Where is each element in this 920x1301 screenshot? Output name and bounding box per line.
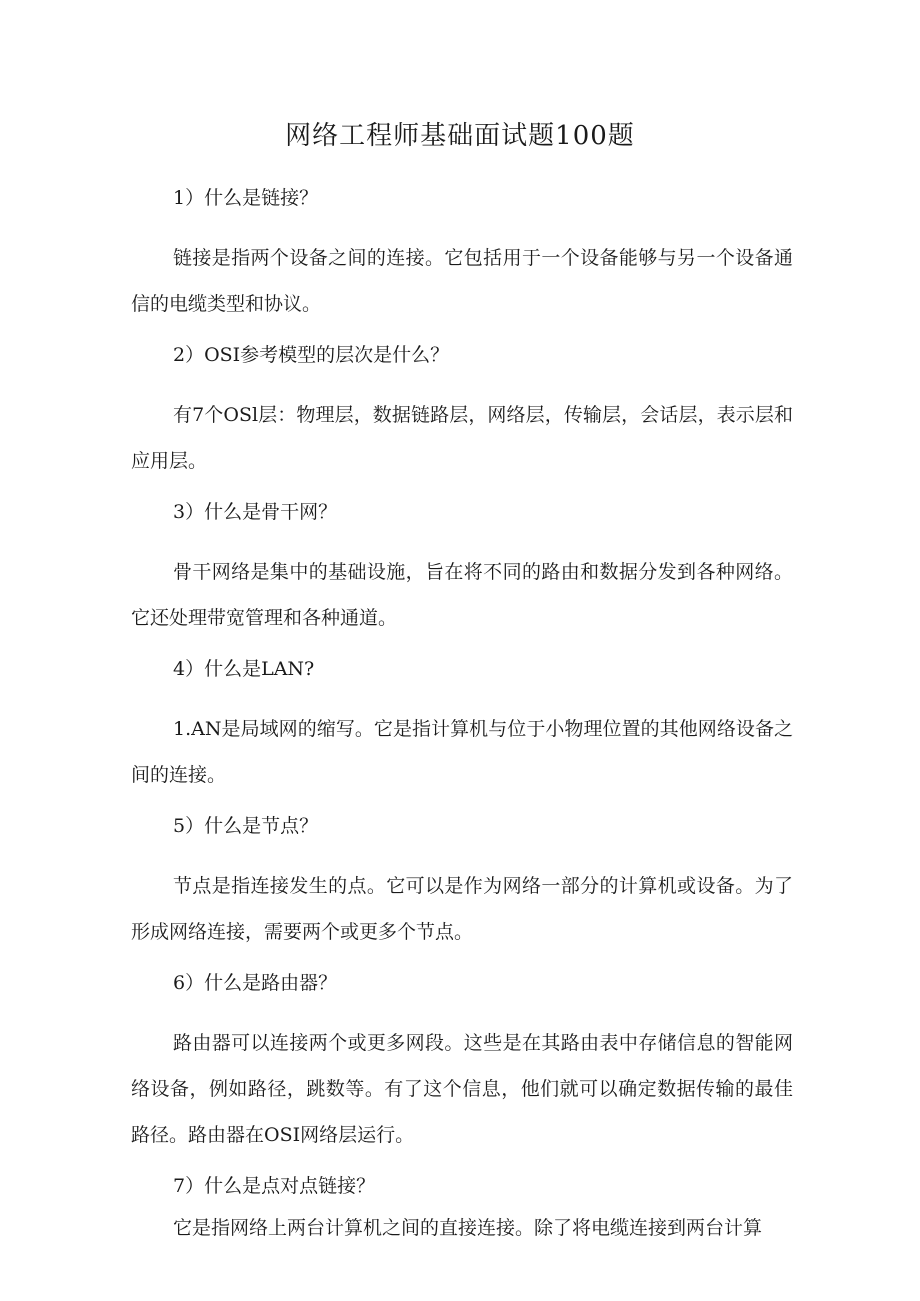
question-6: 6）什么是路由器？ bbox=[173, 972, 338, 994]
answer-5: 节点是指连接发生的点。它可以是作为网络一部分的计算机或设备。为了形成网络连接，需要两个或更多个节点。 bbox=[131, 875, 793, 943]
document-body bbox=[131, 180, 793, 1261]
question-7: 7）什么是点对点链接？ bbox=[173, 1175, 376, 1197]
answer-1: 链接是指两个设备之间的连接。它包括用于一个设备能够与另一个设备通信的电缆类型和协议。 bbox=[131, 247, 793, 315]
answer-2: 有7个OSl层：物理层，数据链路层，网络层，传输层，会话层，表示层和应用层。 bbox=[131, 404, 793, 472]
answer-4: 1.AN是局域网的缩写。它是指计算机与位于小物理位置的其他网络设备之间的连接。 bbox=[131, 718, 793, 786]
question-5: 5）什么是节点？ bbox=[173, 815, 319, 837]
question-2: 2）OSI参考模型的层次是什么？ bbox=[173, 344, 450, 366]
answer-3: 骨干网络是集中的基础设施，旨在将不同的路由和数据分发到各种网络。它还处理带宽管理和各种通道。 bbox=[131, 561, 793, 629]
document-title: 网络工程师基础面试题100题 bbox=[285, 121, 635, 151]
answer-6: 路由器可以连接两个或更多网段。这些是在其路由表中存储信息的智能网络设备，例如路径，跳数等。有了这个信息，他们就可以确定数据传输的最佳路径。路由器在OSI网络层运行。 bbox=[131, 1032, 793, 1146]
answer-7: 它是指网络上两台计算机之间的直接连接。除了将电缆连接到两台计算 bbox=[173, 1217, 763, 1239]
question-3: 3）什么是骨干网？ bbox=[173, 501, 338, 523]
question-4: 4）什么是LAN? bbox=[173, 658, 315, 680]
question-1: 1）什么是链接？ bbox=[173, 187, 319, 209]
